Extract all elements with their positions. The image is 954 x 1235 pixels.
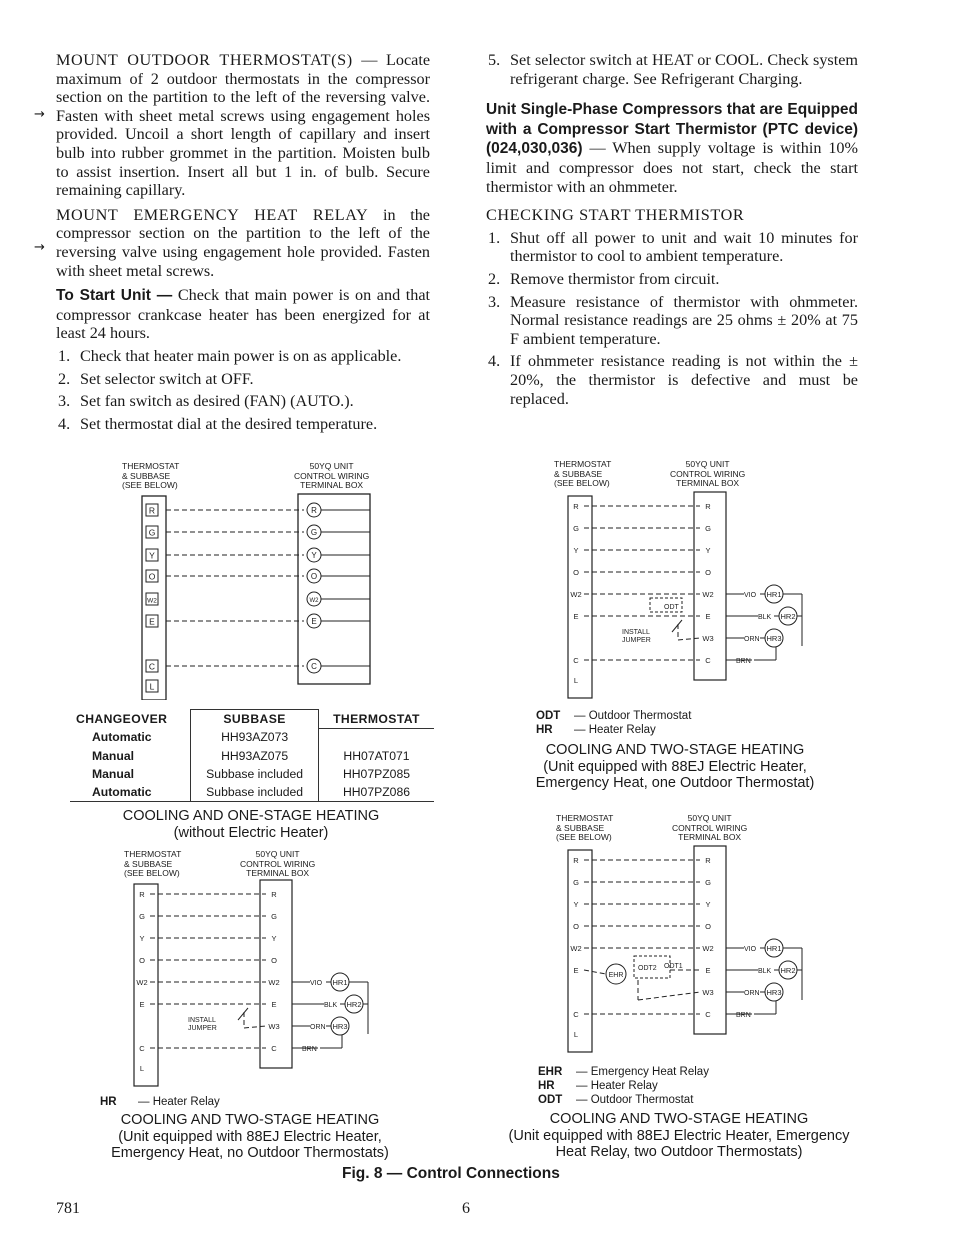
step-text: Set selector switch at HEAT or COOL. Check system refrigerant charge. See Refrigerant Charging.: [510, 51, 858, 88]
unit-terminal-label: C: [705, 1010, 711, 1019]
label-line: 50YQ UNIT: [255, 849, 300, 859]
relay-label: HR2: [346, 1000, 362, 1009]
jumper-wire: [244, 1026, 266, 1028]
label-line: CONTROL WIRING: [240, 858, 316, 869]
diagram-two-stage-two-odt: [552, 814, 822, 1059]
ptc-heading: Unit Single-Phase Compressors that are Equipped with a Compressor Start Thermistor (PTC device) (024,030,036): [486, 101, 858, 158]
jumper-label: INSTALL: [188, 1017, 216, 1024]
step-number: 4.: [58, 414, 71, 433]
label-line: 50YQ UNIT: [685, 459, 730, 469]
unit-terminal-label: E: [705, 966, 711, 975]
label-line: CONTROL WIRING: [294, 470, 370, 481]
page-number: 6: [462, 1200, 470, 1217]
legend-item: [538, 1065, 709, 1079]
control-wire: [584, 970, 606, 974]
wire-color-label: BRN: [302, 1046, 317, 1053]
unit-terminal-label: R: [705, 856, 711, 865]
unit-terminal-label: Y: [705, 900, 711, 909]
relay-label: HR2: [780, 612, 796, 621]
terminal-label: C: [148, 661, 156, 672]
terminal-label: O: [139, 956, 145, 965]
terminal-label: E: [573, 612, 579, 621]
relay-label: HR3: [332, 1022, 348, 1031]
unit-terminal-label: O: [705, 922, 711, 931]
table-row: [70, 747, 434, 765]
step-number: 3.: [58, 392, 71, 411]
legend-abbr: EHR: [538, 1066, 563, 1078]
label-line: 50YQ UNIT: [687, 813, 732, 823]
unit-terminal-label: O: [310, 572, 318, 581]
terminal-label: W2: [136, 978, 148, 987]
relay-label: HR3: [766, 988, 782, 997]
wire-color-label: ORN: [310, 1024, 326, 1031]
unit-terminal-label: Y: [705, 546, 711, 555]
legend-item: [536, 723, 691, 737]
wire-color-label: BLK: [758, 614, 772, 621]
wire-color-label: BRN: [736, 1012, 751, 1019]
diagram-one-stage: [118, 460, 408, 700]
terminal-box: [298, 494, 370, 684]
caption-line: (Unit equipped with 88EJ Electric Heater,: [543, 758, 807, 775]
caption-line: COOLING AND TWO-STAGE HEATING: [549, 1111, 809, 1127]
list-item: [486, 51, 858, 88]
unit-terminal-label: E: [705, 612, 711, 621]
terminal-label: L: [149, 681, 155, 692]
mount-emergency-relay-body: in the compressor section on the partition to the left of the reversing valve using engagement hole provided. Fasten with sheet metal screws.: [56, 205, 430, 280]
relay-label: HR2: [780, 966, 796, 975]
subbase-cell: HH93AZ073: [191, 728, 319, 747]
label-line: (SEE BELOW): [122, 480, 178, 490]
label-line: & SUBBASE: [122, 470, 171, 481]
start-unit-heading: To Start Unit —: [56, 287, 173, 305]
wire-color-label: ORN: [744, 636, 760, 643]
terminal-label: R: [139, 890, 145, 899]
step-number: 4.: [488, 352, 501, 371]
step-number: 5.: [488, 51, 501, 69]
label-line: (SEE BELOW): [554, 478, 610, 488]
relay-label: HR3: [766, 634, 782, 643]
label-line: TERMINAL BOX: [246, 868, 310, 878]
terminal-label: Y: [139, 934, 145, 943]
legend-item: [536, 709, 691, 723]
wiring-svg: [552, 814, 822, 1059]
mount-emergency-relay-heading: MOUNT EMERGENCY HEAT RELAY: [56, 205, 369, 224]
column-header: SUBBASE: [191, 710, 319, 729]
terminal-label: G: [139, 912, 145, 921]
unit-terminal-label: R: [271, 890, 277, 899]
unit-terminal-label: R: [705, 502, 711, 511]
terminal-label: C: [139, 1044, 145, 1053]
table-header-row: [70, 710, 434, 729]
start-unit-paragraph: [56, 286, 430, 343]
changeover-cell: Manual: [70, 765, 191, 783]
terminal-label: R: [573, 502, 579, 511]
legend-text: — Emergency Heat Relay: [576, 1066, 709, 1078]
label-line: TERMINAL BOX: [678, 832, 742, 842]
step-text: Set fan switch as desired (FAN) (AUTO.).: [80, 392, 354, 411]
unit-terminal-label: W2: [702, 944, 714, 953]
legend-text: — Heater Relay: [576, 1080, 658, 1092]
document-number: 781: [56, 1200, 80, 1217]
terminal-label: Y: [573, 546, 579, 555]
list-item: [56, 347, 430, 366]
caption-line: (without Electric Heater): [173, 824, 329, 841]
start-unit-body: Check that main power is on and that compressor crankcase heater has been energized for at least 24 hours.: [56, 286, 431, 343]
terminal-label: O: [148, 571, 156, 582]
relay-label: HR1: [332, 978, 348, 987]
unit-terminal-label: C: [705, 656, 711, 665]
right-text-column: [486, 51, 858, 412]
unit-terminal-label: O: [271, 956, 277, 965]
label-line: CONTROL WIRING: [672, 822, 748, 833]
step-text: Measure resistance of thermistor with ohmmeter. Normal resistance readings are 25 ohms ± 20% at 75 F ambient temperature.: [510, 292, 858, 348]
relay-label: HR1: [766, 944, 782, 953]
wire-color-label: ORN: [744, 990, 760, 997]
mount-outdoor-thermostat-paragraph: [56, 51, 430, 200]
terminal-label: L: [573, 1030, 579, 1039]
label-line: & SUBBASE: [556, 822, 605, 833]
label-line: (SEE BELOW): [556, 832, 612, 842]
terminal-label: W2: [570, 590, 582, 599]
diagram1-caption: [96, 808, 406, 841]
thermostat-cell: HH07PZ086: [319, 783, 435, 802]
mount-outdoor-thermostat-body: Locate maximum of 2 outdoor thermostats in the compressor section on the partition to the left of the reversing valve. Fasten with sheet metal screws using engagement holes provided. Uncoil a short length of capillary and insert bulb into rubber grommet in the partition. Moisten bulb to assist insertion. Insert all but 1 in. of bulb. Secure remaining capillary.: [56, 51, 431, 200]
unit-terminal-label: W2: [309, 598, 319, 604]
caption-line: Heat Relay, two Outdoor Thermostats): [555, 1144, 803, 1160]
thermostat-cell: HH07AT071: [343, 748, 410, 763]
terminal-label: G: [148, 527, 156, 538]
thermistor-steps: [486, 229, 858, 408]
mount-outdoor-thermostat-heading: MOUNT OUTDOOR THERMOSTAT(S): [56, 51, 353, 69]
terminal-label: W2: [147, 597, 157, 605]
step-number: 1.: [58, 346, 71, 365]
diagram4-caption: [482, 1111, 876, 1161]
legend-abbr: ODT: [538, 1094, 563, 1106]
unit-terminal-label: G: [705, 524, 711, 533]
jumper-label: JUMPER: [622, 637, 651, 644]
label-line: TERMINAL BOX: [676, 478, 740, 488]
legend-abbr: ODT: [536, 710, 561, 722]
odt-label: ODT: [664, 604, 679, 611]
step-number: 1.: [488, 228, 501, 247]
wire-color-label: VIO: [744, 946, 757, 953]
list-item: [486, 293, 858, 349]
diagram4-legend: [538, 1065, 709, 1107]
unit-terminal-label: W2: [268, 978, 280, 987]
subbase-cell: HH93AZ075: [191, 747, 319, 765]
terminal-label: O: [573, 568, 579, 577]
wire-color-label: BRN: [736, 658, 751, 665]
diagram3-legend: [100, 1095, 220, 1109]
caption-line: COOLING AND ONE-STAGE HEATING: [122, 808, 380, 824]
diagram-two-stage-no-odt: [118, 848, 388, 1093]
label-line: CONTROL WIRING: [670, 468, 746, 479]
unit-terminal-label: R: [311, 506, 317, 515]
terminal-label: E: [149, 616, 155, 627]
legend-abbr: HR: [100, 1096, 117, 1108]
wiring-svg: [118, 848, 388, 1093]
control-wire: [638, 992, 700, 1000]
label-line: & SUBBASE: [554, 468, 603, 479]
legend-text: — Heater Relay: [574, 724, 656, 736]
column-header: THERMOSTAT: [319, 710, 435, 729]
odt1-label: ODT1: [664, 963, 683, 970]
terminal-label: E: [573, 966, 579, 975]
unit-terminal-label: E: [271, 1000, 277, 1009]
unit-terminal-label: W2: [702, 590, 714, 599]
label-line: (SEE BELOW): [124, 868, 180, 878]
list-item: [56, 415, 430, 434]
list-item: [486, 270, 858, 289]
unit-terminal-label: O: [705, 568, 711, 577]
terminal-label: L: [139, 1064, 145, 1073]
legend-text: — Outdoor Thermostat: [576, 1094, 694, 1106]
unit-terminal-label: W3: [268, 1022, 280, 1031]
left-text-column: [56, 51, 430, 437]
jumper-label: JUMPER: [188, 1025, 217, 1032]
step-text: Set selector switch at OFF.: [80, 369, 254, 388]
legend-item: [538, 1093, 709, 1107]
unit-terminal-label: W3: [702, 634, 714, 643]
thermostat-cell: HH07PZ085: [342, 766, 411, 781]
caption-line: (Unit equipped with 88EJ Electric Heater,: [118, 1128, 382, 1145]
wire-color-label: VIO: [310, 980, 323, 987]
table-row: [70, 728, 434, 747]
list-item: [486, 229, 858, 266]
caption-line: Emergency Heat, one Outdoor Thermostat): [535, 775, 815, 791]
figure-caption: Fig. 8 — Control Connections: [342, 1165, 560, 1182]
unit-terminal-label: G: [271, 912, 277, 921]
margin-arrow-icon: →: [34, 107, 45, 122]
jumper-pointer: [672, 620, 682, 632]
caption-line: COOLING AND TWO-STAGE HEATING: [120, 1112, 380, 1128]
step-text: If ohmmeter resistance reading is not within the ± 20%, the thermistor is defective and must be replaced.: [510, 352, 858, 408]
ehr-label: EHR: [608, 972, 624, 979]
wire-color-label: BLK: [324, 1002, 338, 1009]
wire-color-label: BLK: [758, 968, 772, 975]
changeover-cell: Manual: [70, 747, 191, 765]
step-text: Set thermostat dial at the desired temperature.: [80, 414, 378, 433]
unit-terminal-label: C: [271, 1044, 277, 1053]
jumper-pointer: [238, 1008, 248, 1020]
jumper-wire: [678, 638, 700, 640]
table-row: [70, 783, 434, 802]
step-5-list: [486, 51, 858, 88]
label-line: THERMOSTAT: [122, 461, 180, 471]
wire-color-label: VIO: [744, 592, 757, 599]
margin-arrow-icon: →: [34, 240, 45, 255]
heading-dash: —: [361, 51, 378, 69]
label-line: 50YQ UNIT: [309, 461, 354, 471]
unit-terminal-label: G: [705, 878, 711, 887]
diagram-two-stage-one-odt: [552, 460, 822, 705]
legend-abbr: HR: [536, 724, 553, 736]
step-text: Check that heater main power is on as applicable.: [80, 346, 402, 365]
terminal-label: C: [573, 1010, 579, 1019]
terminal-label: R: [573, 856, 579, 865]
start-unit-steps: [56, 347, 430, 433]
terminal-box: [694, 492, 726, 680]
legend-text: — Heater Relay: [138, 1096, 220, 1108]
label-line: & SUBBASE: [124, 858, 173, 869]
changeover-table: [70, 709, 434, 802]
ptc-body: — When supply voltage is within 10% limit and compressor does not start, check the start thermistor with an ohmmeter.: [486, 139, 859, 196]
subbase-cell: Subbase included: [191, 783, 319, 802]
terminal-label: C: [573, 656, 579, 665]
terminal-label: G: [573, 878, 579, 887]
caption-line: (Unit equipped with 88EJ Electric Heater, Emergency: [508, 1127, 850, 1144]
unit-terminal-label: Y: [311, 551, 317, 560]
relay-label: HR1: [766, 590, 782, 599]
checking-start-thermistor-heading: CHECKING START THERMISTOR: [486, 206, 745, 225]
terminal-label: L: [573, 676, 579, 685]
label-line: TERMINAL BOX: [300, 480, 364, 490]
caption-line: COOLING AND TWO-STAGE HEATING: [545, 742, 805, 758]
step-number: 2.: [58, 369, 71, 388]
diagram2-caption: [505, 742, 845, 792]
changeover-cell: Automatic: [70, 728, 191, 747]
unit-terminal-label: Y: [271, 934, 277, 943]
ptc-paragraph: [486, 100, 858, 196]
changeover-cell: Automatic: [70, 783, 191, 802]
legend-item: [100, 1095, 220, 1109]
unit-terminal-label: G: [310, 528, 318, 537]
step-text: Shut off all power to unit and wait 10 minutes for thermistor to cool to ambient temperature.: [510, 228, 858, 266]
terminal-label: Y: [149, 550, 155, 561]
legend-text: — Outdoor Thermostat: [574, 710, 692, 722]
subbase-cell: Subbase included: [191, 765, 319, 783]
terminal-label: O: [573, 922, 579, 931]
terminal-label: Y: [573, 900, 579, 909]
label-line: THERMOSTAT: [556, 813, 614, 823]
diagram2-legend: [536, 709, 691, 737]
unit-terminal-label: W3: [702, 988, 714, 997]
list-item: [486, 352, 858, 408]
step-text: Remove thermistor from circuit.: [510, 269, 720, 288]
column-header: CHANGEOVER: [70, 710, 191, 729]
terminal-box: [694, 846, 726, 1034]
terminal-box: [260, 880, 292, 1068]
legend-abbr: HR: [538, 1080, 555, 1092]
jumper-label: INSTALL: [622, 629, 650, 636]
mount-emergency-relay-paragraph: [56, 206, 430, 280]
wiring-svg: [552, 460, 822, 705]
table-row: [70, 765, 434, 783]
terminal-label: G: [573, 524, 579, 533]
step-number: 3.: [488, 292, 501, 311]
thermostat-cell: [319, 728, 435, 747]
label-line: THERMOSTAT: [124, 849, 182, 859]
list-item: [56, 370, 430, 389]
terminal-label: E: [139, 1000, 145, 1009]
terminal-label: W2: [570, 944, 582, 953]
legend-item: [538, 1079, 709, 1093]
odt2-label: ODT2: [638, 965, 657, 972]
step-number: 2.: [488, 269, 501, 288]
diagram3-caption: [80, 1112, 420, 1162]
terminal-label: R: [148, 505, 156, 516]
caption-line: Emergency Heat, no Outdoor Thermostats): [111, 1145, 389, 1161]
label-line: THERMOSTAT: [554, 459, 612, 469]
wiring-svg: [118, 460, 408, 700]
unit-terminal-label: E: [311, 617, 317, 626]
unit-terminal-label: C: [311, 662, 317, 671]
list-item: [56, 392, 430, 411]
